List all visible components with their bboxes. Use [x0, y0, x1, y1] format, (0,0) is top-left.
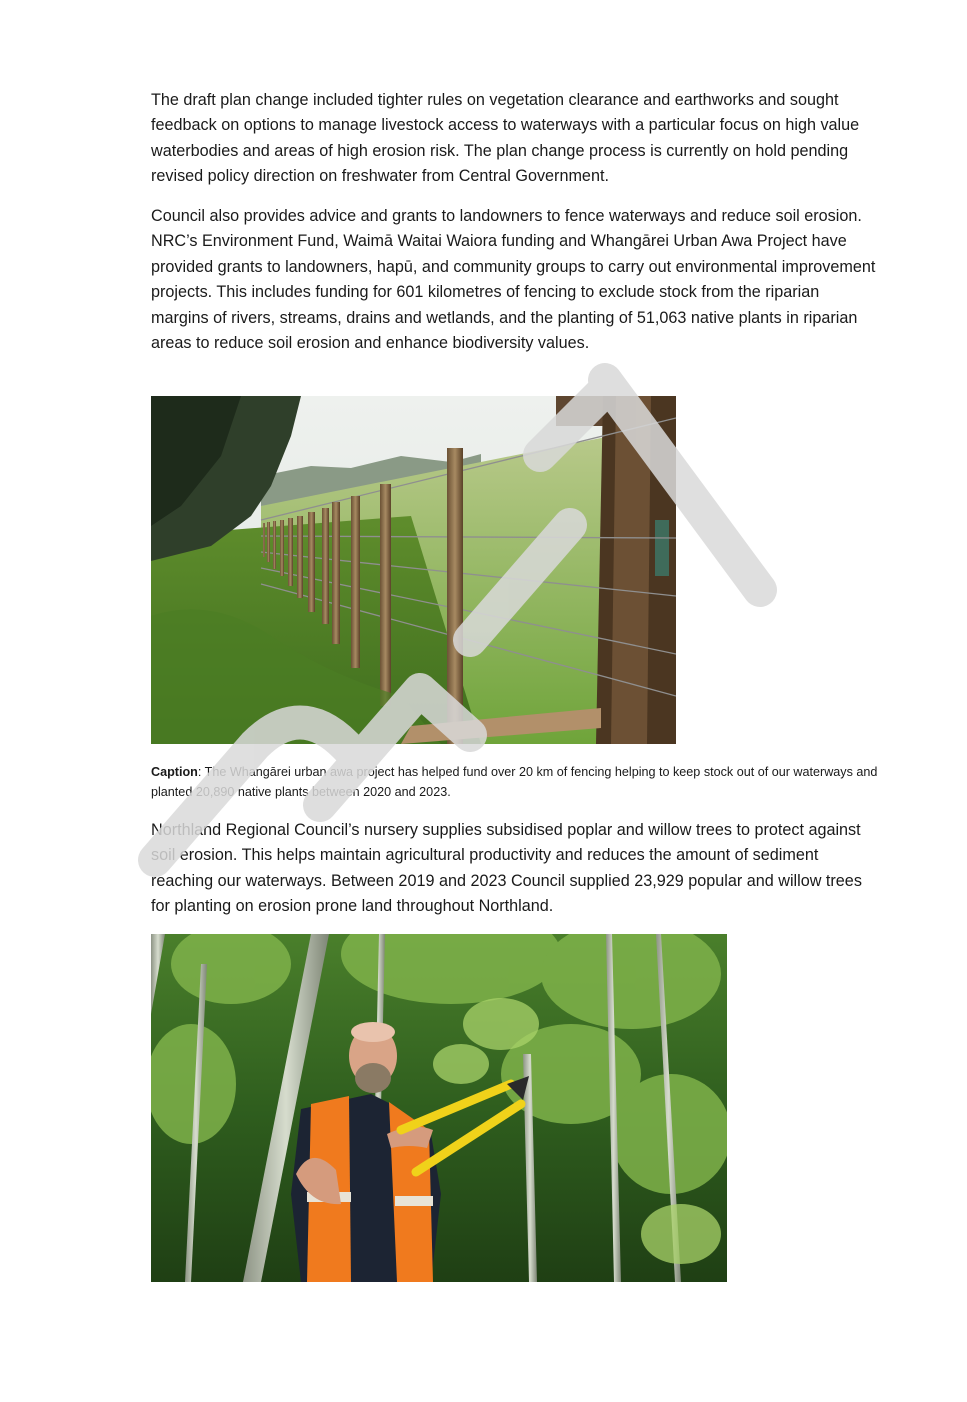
poplar-photo — [151, 934, 727, 1282]
paragraph-plan-change: The draft plan change included tighter rules on vegetation clearance and earthworks and sought feedback on options to manage livestock access to waterways with a particular focus on high value waterbodies and areas of high erosion risk. The plan change process is currently on hold pending revised policy direction on freshwater from Central Government. — [151, 91, 860, 186]
fence-photo — [151, 396, 676, 744]
figure-caption — [151, 762, 879, 802]
paragraph-council-grants: Council also provides advice and grants to landowners to fence waterways and reduce soil erosion. NRC’s Environment Fund, Waimā Waitai Waiora funding and Whangārei Urban Awa Project have provided grants to landowners, hapū, and community groups to carry out environmental improvement projects. This includes funding for 601 kilometres of fencing to exclude stock from the riparian margins of rivers, streams, drains and wetlands, and the planting of 51,063 native plants in riparian areas to reduce soil erosion and enhance biodiversity values. — [151, 207, 876, 353]
paragraph-nursery: Northland Regional Council’s nursery supplies subsidised poplar and willow trees to protect against soil erosion. This helps maintain agricultural productivity and reduces the amount of sediment reaching our waterways. Between 2019 and 2023 Council supplied 23,929 popular and willow trees for planting on erosion prone land throughout Northland. — [151, 821, 862, 916]
caption-label: Caption — [151, 765, 198, 779]
caption-text: : The Whangārei urban awa project has helped fund over 20 km of fencing helping to keep stock out of our waterways and planted 20,890 native plants between 2020 and 2023. — [151, 765, 878, 799]
